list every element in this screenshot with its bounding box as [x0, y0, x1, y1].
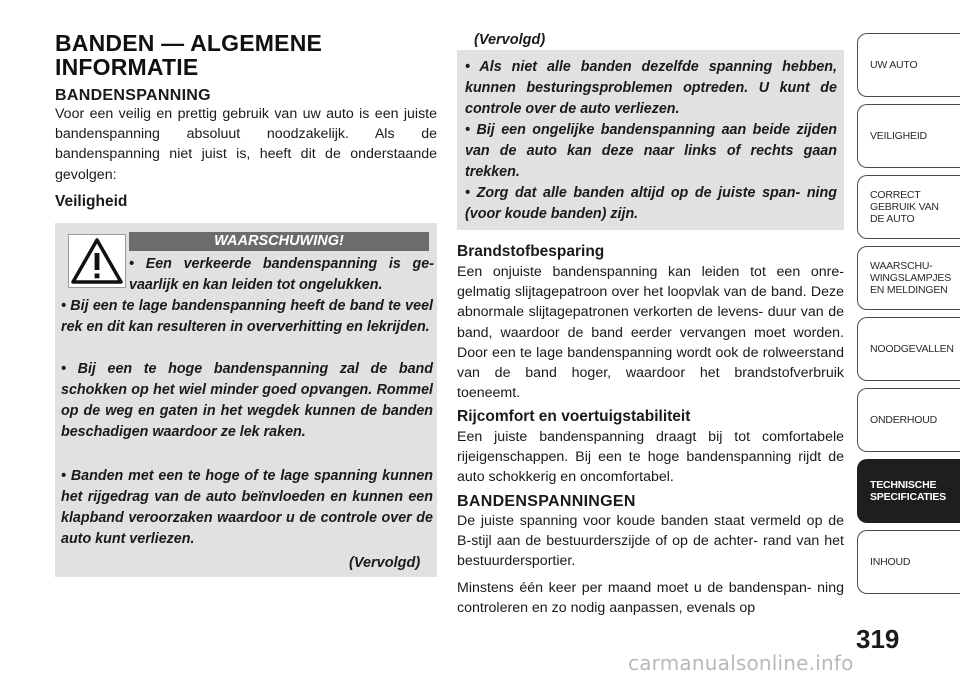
comfort-paragraph: Een juiste bandenspanning draagt bij tot comfortabele rijeigenschappen. Bij een te hoge bandenspanning rijdt de auto schokkerig en oncomfortabel.: [457, 429, 844, 486]
warning-continuation-item-1: • Als niet alle banden dezelfde spanning hebben, kunnen besturingsproblemen optreden. U kunt de controle over de auto verliezen.: [465, 59, 837, 117]
warning-item-2: • Bij een te lage bandenspanning heeft de band te veel rek en dit kan resulteren in oververhitting en lekrijden.: [61, 298, 433, 335]
page-title-line-2: INFORMATIE: [55, 54, 199, 80]
warning-box: [55, 223, 437, 577]
subheading-brandstofbesparing: Brandstofbesparing: [457, 243, 605, 260]
warning-triangle-icon: [68, 234, 126, 288]
continued-label-right: (Vervolgd): [474, 32, 546, 48]
tab-inhoud[interactable]: INHOUD: [857, 530, 960, 594]
section-heading-bandenspanningen: BANDENSPANNINGEN: [457, 493, 636, 510]
warning-continuation-box: [457, 50, 844, 230]
monthly-check-paragraph: Minstens één keer per maand moet u de bandenspan- ning controleren en zo nodig aanpassen, evenals op: [457, 580, 844, 617]
tab-veiligheid[interactable]: VEILIGHEID: [857, 104, 960, 168]
intro-paragraph: Voor een veilig en prettig gebruik van uw auto is een juiste bandenspanning absoluut noodzakelijk. Als de bandenspanning niet juist is, heeft dit de onderstaande gevolgen:: [55, 106, 437, 183]
tab-uw-auto[interactable]: UW AUTO: [857, 33, 960, 97]
section-heading-bandenspanning: BANDENSPANNING: [55, 87, 211, 104]
subheading-rijcomfort: Rijcomfort en voertuigstabiliteit: [457, 408, 691, 425]
tab-noodgevallen[interactable]: NOODGEVALLEN: [857, 317, 960, 381]
warning-item-4: • Banden met een te hoge of te lage spanning kunnen het rijgedrag van de auto beïnvloeden en kunnen een klapband veroorzaken waardoor u de controle over de auto kunt verliezen.: [61, 468, 433, 547]
warning-item-3: • Bij een te hoge bandenspanning zal de band schokken op het wiel minder goed opvangen. Rommel op de weg en gaten in het wegdek kunnen de banden beschadigen waardoor ze lek raken.: [61, 361, 433, 440]
warning-item-1: • Een verkeerde bandenspanning is ge- vaarlijk en kan leiden tot ongelukken.: [129, 256, 434, 293]
page-number: 319: [856, 624, 900, 654]
tab-onderhoud[interactable]: ONDERHOUD: [857, 388, 960, 452]
tab-technische-specificaties[interactable]: TECHNISCHE SPECIFICATIES: [857, 459, 960, 523]
page-title-line-1: BANDEN — ALGEMENE: [55, 30, 323, 56]
tab-correct-gebruik[interactable]: CORRECT GEBRUIK VAN DE AUTO: [857, 175, 960, 239]
pressures-paragraph: De juiste spanning voor koude banden staat vermeld op de B-stijl aan de bestuurderszijde of op de achter- rand van het bestuurdersportier.: [457, 513, 844, 570]
warning-header: WAARSCHUWING!: [129, 232, 429, 251]
page-title: [55, 31, 322, 79]
watermark-text: carmanualsonline.info: [628, 651, 854, 675]
continued-label-left: (Vervolgd): [349, 555, 421, 571]
warning-continuation-item-2: • Bij een ongelijke bandenspanning aan beide zijden van de auto kan deze naar links of rechts gaan trekken.: [465, 122, 837, 180]
warning-continuation-item-3: • Zorg dat alle banden altijd op de juiste span- ning (voor koude banden) zijn.: [465, 185, 837, 222]
subheading-veiligheid: Veiligheid: [55, 193, 128, 210]
tab-waarschuwingslampjes[interactable]: WAARSCHU- WINGSLAMPJES EN MELDINGEN: [857, 246, 960, 310]
fuel-paragraph: Een onjuiste bandenspanning kan leiden tot een onre- gelmatig slijtagepatroon over het loopvlak van de band. Deze abnormale slijtagepatronen verkorten de levens- duur van de band, waardoor de band eerder vervangen moet worden. Door een te lage bandenspanning wordt ook de rolweerstand van de band hoger, waardoor het brandstofverbruik toeneemt.: [457, 264, 844, 402]
